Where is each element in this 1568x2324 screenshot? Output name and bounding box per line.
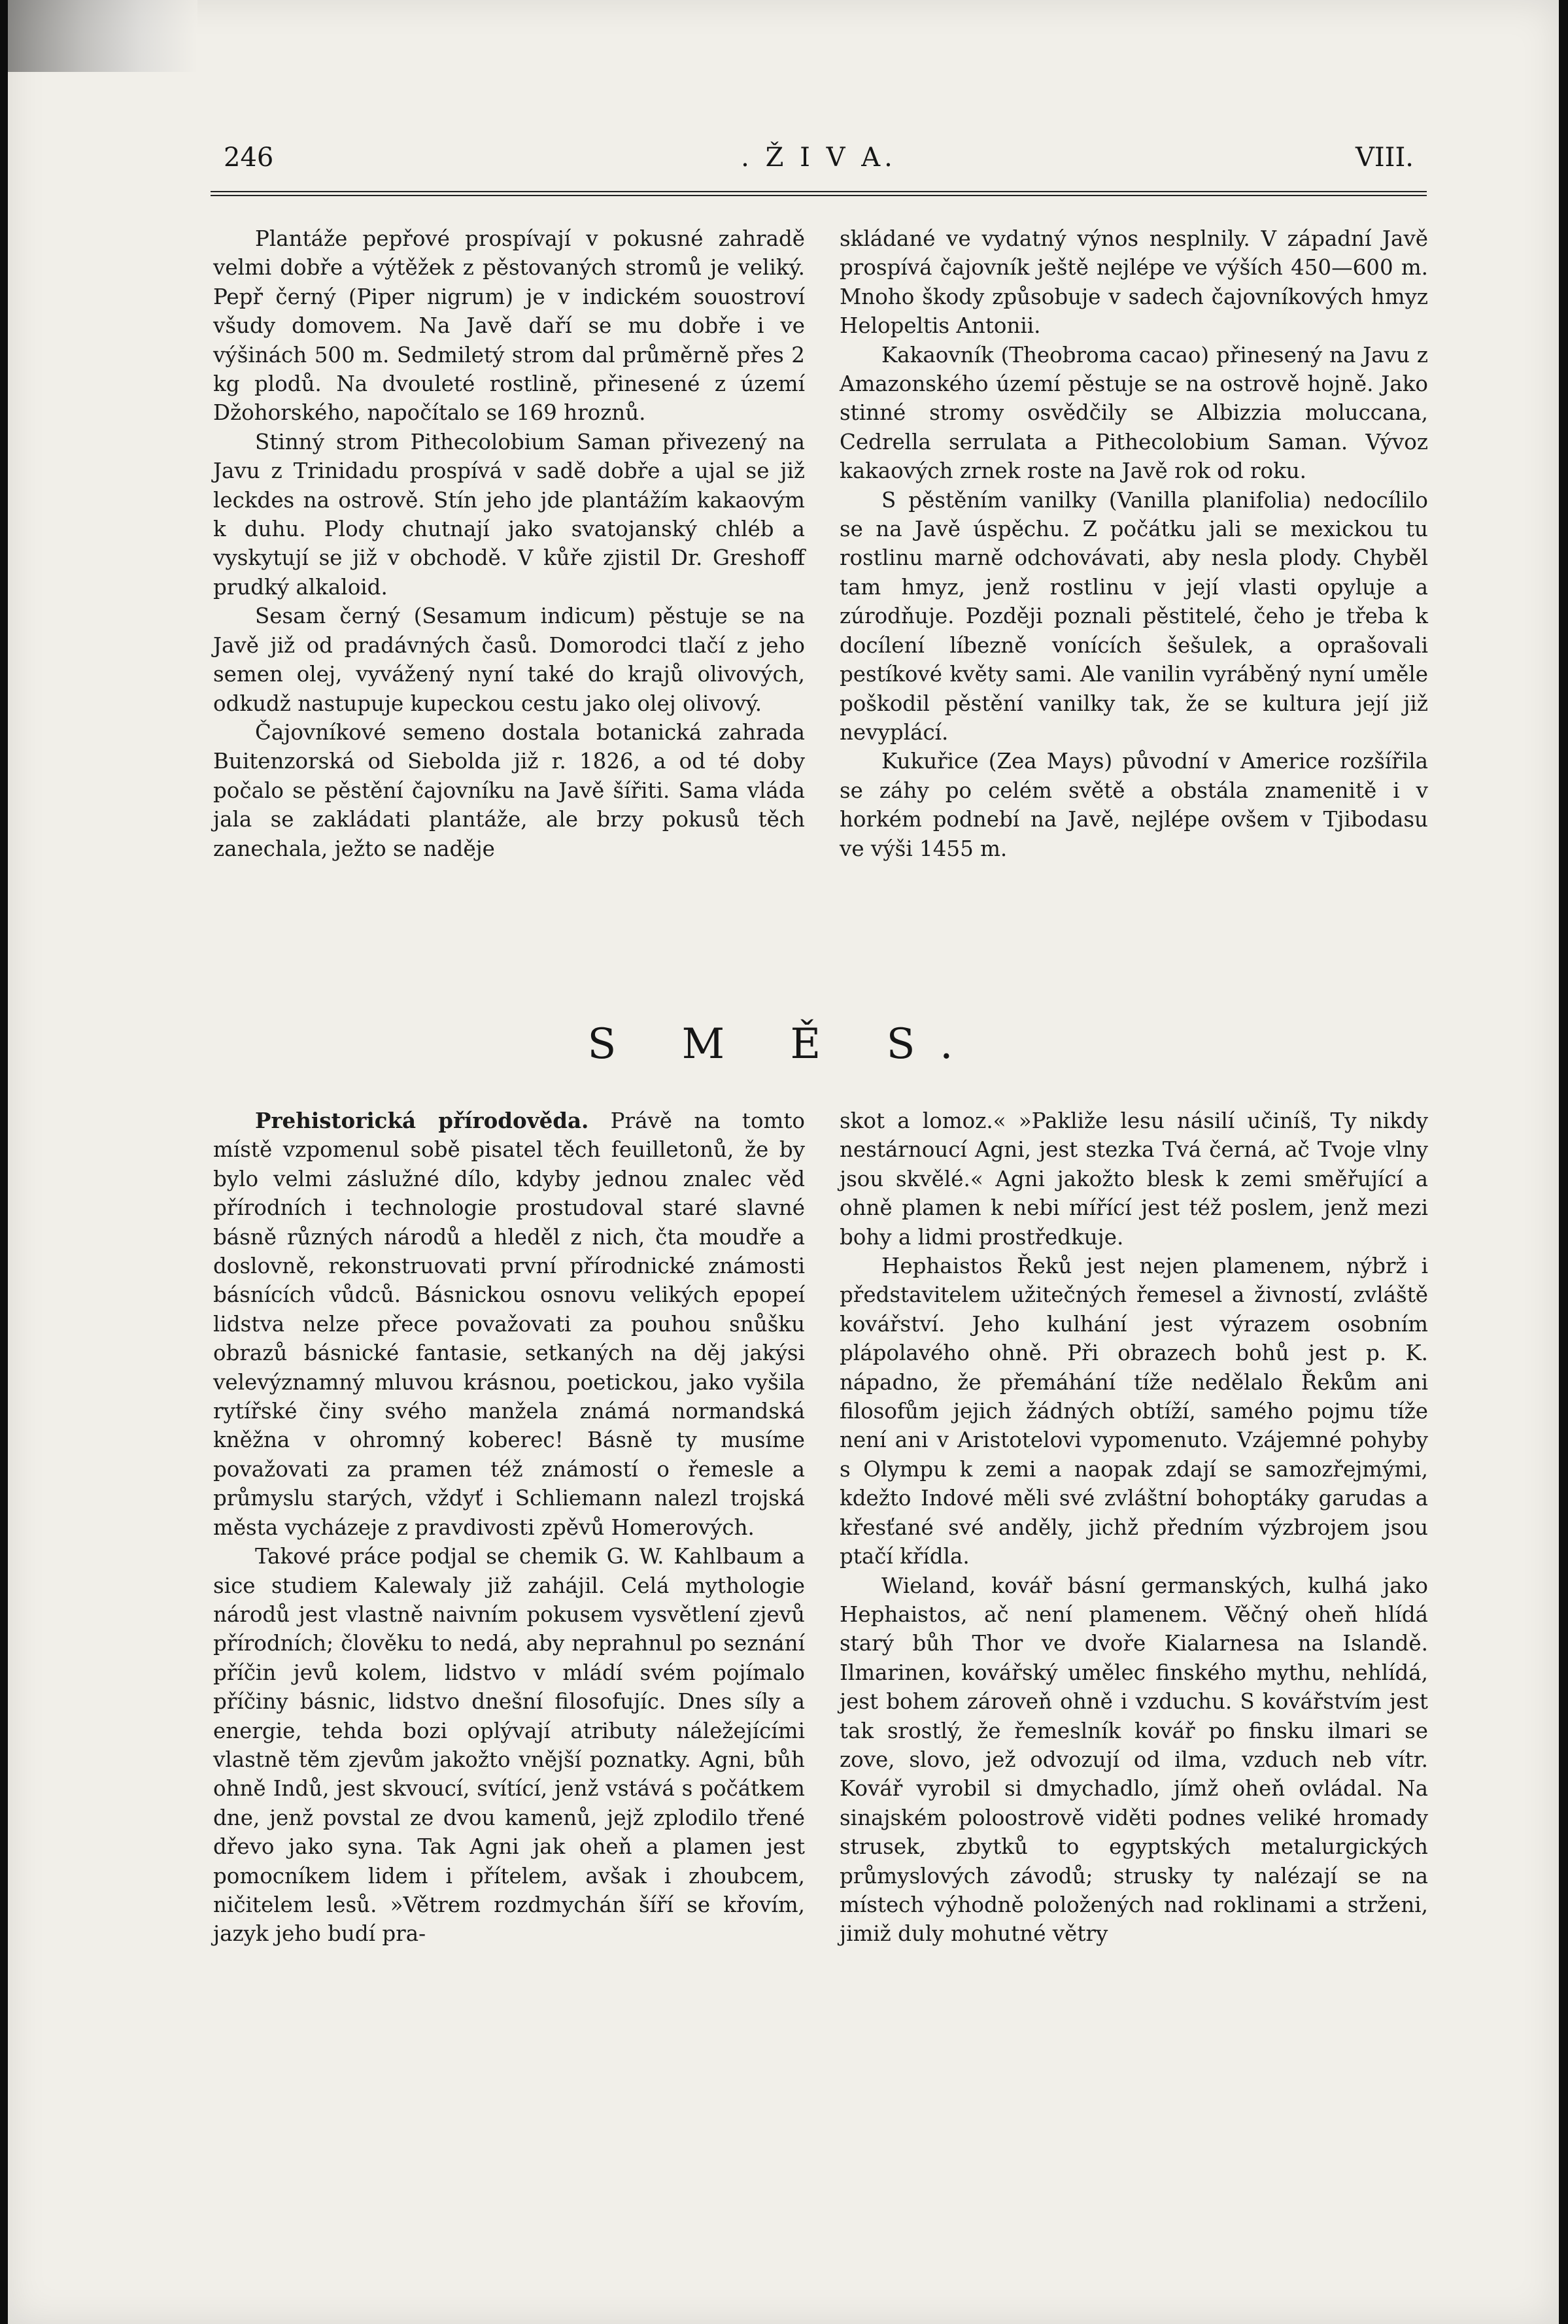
running-header bbox=[224, 143, 1414, 188]
paragraph: Čajovníkové semeno dostala botanická zahrada Buitenzorská od Siebolda již r. 1826, a od té doby počalo se pěstění čajovníku na Javě šířiti. Sama vláda jala se zakládati plantáže, ale brzy pokusů těch zanechala, ježto se naděje bbox=[213, 719, 805, 861]
paragraph: Wieland, kovář básní germanských, kulhá jako Hephaistos, ač není plamenem. Věčný oheň hlídá starý bůh Thor ve dvoře Kialarnesa na Islandě. Ilmarinen, kovářský umělec finského mythu, nehlídá, jest bohem zároveň ohně i vzduchu. S kovářstvím jest tak srostlý, že řemeslník kovář po finsku ilmari se zove, slovo, jež odvozují od ilma, vzduch neb vítr. Kovář vyrobil si dmychadlo, jímž oheň ovládal. Na sinajském poloostrově viděti podnes veliké hromady strusek, zbytků to egyptských metalurgických průmyslových závodů; strusky ty nalézají se na místech výhodně položených nad roklinami a strženi, jimiž duly mohutné větry bbox=[840, 1573, 1428, 1947]
paragraph-text: Právě na tomto místě vzpomenul sobě pisatel těch feuilletonů, že by bylo velmi záslužné dílo, kdyby jednou znalec věd přírodních i technologie prostudoval staré slavné básně různých národů a hleděl z nich, čta moudře a doslovně, rekonstruovati první přírodnické známosti básnících vůdců. Básnickou osnovu velikých epopeí lidstva nelze přece považovati za pouhou snůšku obrazů básnické fantasie, setkaných na děj jakýsi velevýznamný mluvou krásnou, poetickou, jako vyšila rytířské činy svého manžela známá normandská kněžna v ohromný koberec! Básně ty musíme považovati za pramen též známostí o řemesle a průmyslu starých, vždyť i Schliemann nalezl trojská města vycházeje z pravdivosti zpěvů Homerových. bbox=[213, 1108, 806, 1540]
paragraph: Sesam černý (Sesamum indicum) pěstuje se na Javě již od pradávných časů. Domorodci tlačí z jeho semen olej, vyvážený nyní také do krajů olivových, odkudž nastupuje kupeckou cestu jako olej olivový. bbox=[213, 604, 805, 716]
paragraph: Takové práce podjal se chemik G. W. Kahlbaum a sice studiem Kalewaly již zahájil. Celá mythologie národů jest vlastně naivním pokusem vysvětlení zjevů přírodních; člověku to nedá, aby neprahnul po seznání příčin jevů kolem, lidstvo v mládí svém pojímalo příčiny básnic, lidstvo dnešní filosofujíc. Dnes síly a energie, tehda bozi oplývají atributy náležejícími vlastně těm zjevům jakožto vnější poznatky. Agni, bůh ohně Indů, jest skvoucí, svítící, jenž vstává s počátkem dne, jenž povstal ze dvou kamenů, jejž zplodilo třené dřevo jako syna. Tak Agni jak oheň a plamen jest pomocníkem lidem i přítelem, avšak i zhoubcem, ničitelem lesů. »Větrem rozdmychán šíří se křovím, jazyk jeho budí pra- bbox=[213, 1544, 805, 1947]
volume-number: VIII. bbox=[1355, 143, 1414, 173]
page-number: 246 bbox=[224, 143, 274, 173]
paragraph: skot a lomoz.« »Pakliže lesu násilí učiníš, Ty nikdy nestárnoucí Agni, jest stezka Tvá černá, ač Tvoje vlny jsou skvělé.« Agni jakožto blesk k zemi směřující a ohně plamen k nebi mířící jest též poslem, jenž mezi bohy a lidmi prostředkuje. bbox=[840, 1108, 1428, 1250]
paragraph: Kukuřice (Zea Mays) původní v Americe rozšířila se záhy po celém světě a obstála znamenitě i v horkém podnebí na Javě, nejlépe ovšem v Tjibodasu ve výši 1455 m. bbox=[840, 749, 1428, 861]
paragraph: Plantáže pepřové prospívají v pokusné zahradě velmi dobře a výtěžek z pěstovaných stromů je veliký. Pepř černý (Piper nigrum) je v indickém souostroví všudy domovem. Na Javě daří se mu dobře i ve výšinách 500 m. Sedmiletý strom dal průměrně přes 2 kg plodů. Na dvouleté rostlině, přinesené z území Džohorského, napočítalo se 169 hroznů. bbox=[213, 226, 805, 426]
top-column-right bbox=[840, 224, 1428, 863]
paragraph: Hephaistos Řeků jest nejen plamenem, nýbrž i představitelem užitečných řemesel a živností, zvláště kovářství. Jeho kulhání jest výrazem osobním plápolavého ohně. Při obrazech bohů jest p. K. nápadno, že přemáhání tíže nedělalo Řekům ani filosofům jejich žádných obtíží, samého pojmu tíže není ani v Aristotelovi vypomenuto. Vzájemné pohyby s Olympu k zemi a naopak zdají se samozřejmými, kdežto Indové měli své zvláštní bohoptáky garudas a křesťané své anděly, jichž předním výzbrojem jsou ptačí křídla. bbox=[840, 1254, 1428, 1569]
section-heading: S M Ě S. bbox=[587, 1020, 980, 1068]
scanned-page bbox=[8, 0, 1559, 2324]
lead-title: Prehistorická přírodověda. bbox=[255, 1108, 589, 1133]
paragraph: Kakaovník (Theobroma cacao) přinesený na Javu z Amazonského území pěstuje se na ostrově hojně. Jako stinné stromy osvědčily se Albizzia moluccana, Cedrella serrulata a Pithecolobium Saman. Vývoz kakaových zrnek roste na Javě rok od roku. bbox=[840, 342, 1428, 484]
journal-title: . Ž I V A. bbox=[741, 143, 896, 173]
paragraph: Stinný strom Pithecolobium Saman přivezený na Javu z Trinidadu prospívá v sadě dobře a ujal se již leckdes na ostrově. Stín jeho jde plantážím kakaovým k duhu. Plody chutnají jako svatojanský chléb a vyskytují se již v obchodě. V kůře zjistil Dr. Greshoff prudký alkaloid. bbox=[213, 429, 805, 600]
top-column-left bbox=[213, 224, 805, 863]
binding-shadow bbox=[8, 0, 197, 72]
header-rule-bottom bbox=[211, 195, 1427, 196]
bottom-column-left bbox=[213, 1106, 805, 1949]
header-rule-top bbox=[211, 191, 1427, 192]
bottom-column-right bbox=[840, 1106, 1428, 1949]
paragraph: skládané ve vydatný výnos nesplnily. V západní Javě prospívá čajovník ještě nejlépe ve výších 450—600 m. Mnoho škody způsobuje v sadech čajovníkových hmyz Helopeltis Antonii. bbox=[840, 226, 1428, 339]
paragraph bbox=[213, 1106, 805, 1542]
paragraph: S pěstěním vanilky (Vanilla planifolia) nedocílilo se na Javě úspěchu. Z počátku jali se mexickou tu rostlinu marně odchovávati, aby nesla plody. Chyběl tam hmyz, jenž rostlinu v její vlasti opyluje a zúrodňuje. Později poznali pěstitelé, čeho je třeba k docílení líbezně vonících šešulek, a oprašovali pestíkové květy sami. Ale vanilin vyráběný nyní uměle poškodil pěstění vanilky tak, že se kultura její již nevyplácí. bbox=[840, 487, 1428, 745]
